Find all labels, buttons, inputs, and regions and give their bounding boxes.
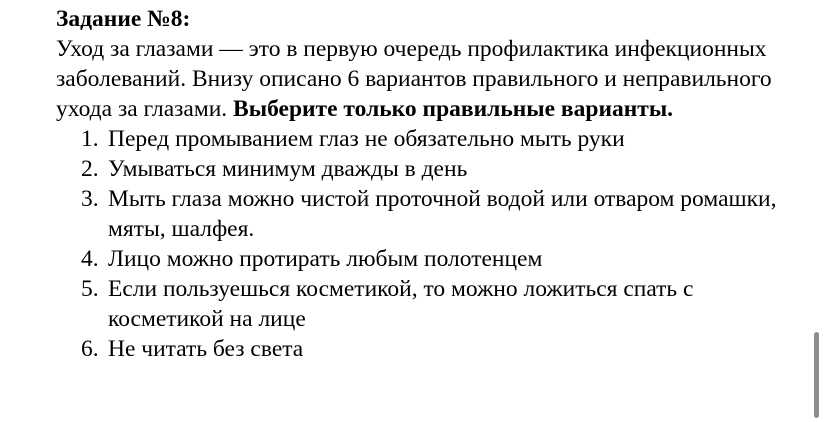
- list-item-text: Лицо можно протирать любым полотенцем: [108, 246, 543, 272]
- list-item-text: Мыть глаза можно чистой проточной водой или отваром ромашки, мяты, шалфея.: [108, 186, 777, 242]
- intro-instruction: Выберите только правильные варианты.: [233, 96, 674, 122]
- document-body: [56, 4, 806, 364]
- list-item: [56, 154, 806, 184]
- list-item-number: 3.: [81, 186, 99, 212]
- list-item-number: 4.: [81, 246, 99, 272]
- list-item-number: 1.: [81, 126, 99, 152]
- options-list: [56, 124, 806, 364]
- task-title: Задание №8:: [56, 6, 191, 32]
- list-item-text: Если пользуешься косметикой, то можно ложиться спать с косметикой на лице: [108, 276, 694, 332]
- list-item: [56, 184, 806, 244]
- list-item-text: Перед промыванием глаз не обязательно мыть руки: [108, 126, 625, 152]
- task-intro: [56, 34, 806, 124]
- list-item: [56, 124, 806, 154]
- list-item-number: 2.: [81, 156, 99, 182]
- list-item-number: 6.: [81, 336, 99, 362]
- list-item-text: Не читать без света: [108, 336, 304, 362]
- list-item-text: Умываться минимум дважды в день: [108, 156, 468, 182]
- list-item: [56, 334, 806, 364]
- list-item-number: 5.: [81, 276, 99, 302]
- intro-text: Уход за глазами — это в первую очередь профилактика инфекционных заболеваний. Внизу описано 6 вариантов правильного и неправильного ухода за глазами.: [56, 36, 772, 122]
- list-item: [56, 244, 806, 274]
- scrollbar-thumb[interactable]: [814, 332, 819, 418]
- list-item: [56, 274, 806, 334]
